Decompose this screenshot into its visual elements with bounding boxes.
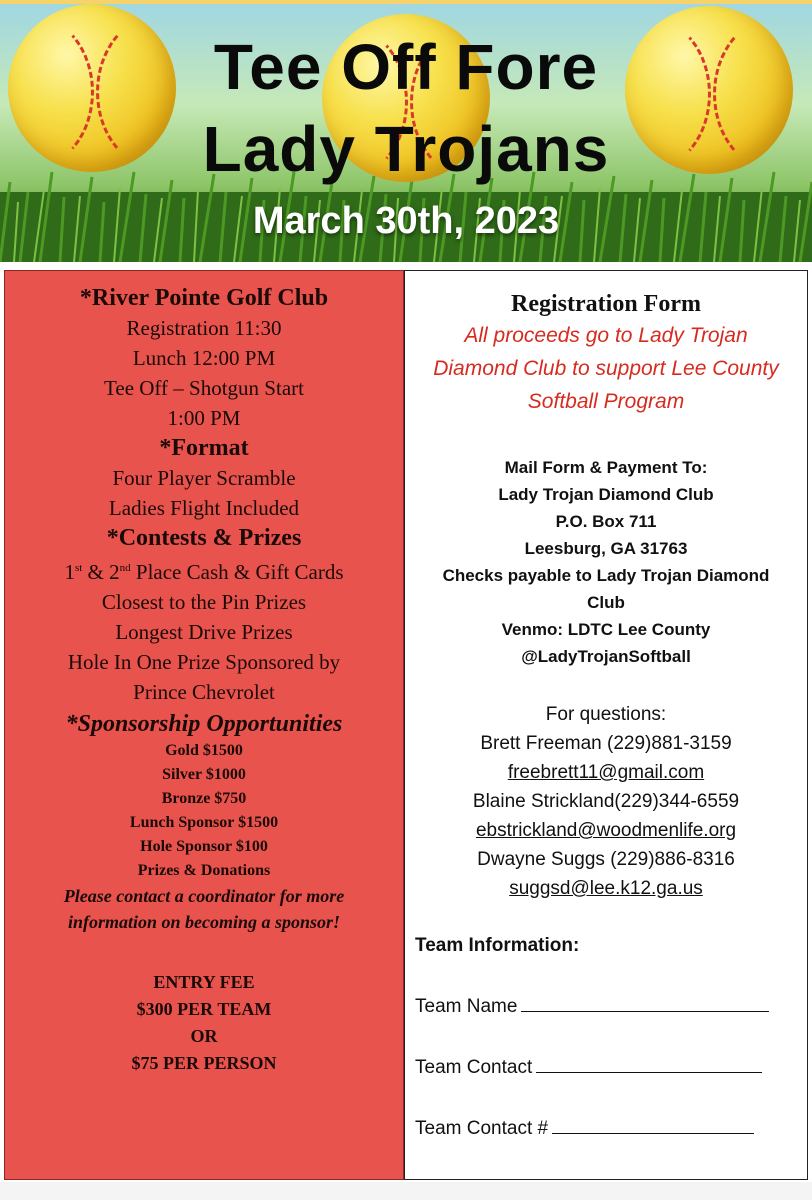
contact-name: Brett Freeman (229)881-3159	[480, 733, 732, 754]
contest-item-cash-prizes	[5, 553, 403, 587]
team-contact-number-label: Team Contact #	[415, 1118, 549, 1139]
title-line-1: Tee Off Fore	[213, 31, 599, 103]
sponsorship-level: Prizes & Donations	[137, 862, 271, 879]
sponsor-note: information on becoming a sponsor!	[67, 912, 341, 932]
contact-email-link[interactable]: ebstrickland@woodmenlife.org	[475, 820, 737, 841]
mail-line: Checks payable to Lady Trojan Diamond	[442, 566, 770, 585]
mail-line: Club	[587, 593, 625, 612]
venue-heading: *River Pointe Golf Club	[79, 285, 329, 311]
schedule-tee-off: Tee Off – Shotgun Start	[104, 376, 304, 400]
entry-fee-person: $75 PER PERSON	[131, 1053, 277, 1073]
team-contact-field[interactable]	[405, 1054, 807, 1079]
contest-item: Prince Chevrolet	[133, 680, 275, 704]
sponsorship-level: Lunch Sponsor $1500	[129, 814, 279, 831]
sponsor-note: Please contact a coordinator for more	[63, 886, 345, 906]
prize-first: 1	[64, 560, 75, 584]
questions-heading: For questions:	[545, 704, 667, 725]
team-name-label: Team Name	[415, 996, 518, 1017]
contest-item: Closest to the Pin Prizes	[101, 590, 307, 614]
team-contact-number-field[interactable]	[405, 1115, 807, 1140]
sponsorship-level: Silver $1000	[162, 766, 246, 783]
entry-fee-or: OR	[190, 1026, 218, 1046]
contests-heading: *Contests & Prizes	[106, 525, 302, 551]
prize-second-sup: nd	[119, 562, 131, 574]
prize-second: & 2	[82, 560, 120, 584]
team-contact-number-blank[interactable]	[552, 1115, 754, 1134]
schedule-tee-time: 1:00 PM	[167, 406, 241, 430]
contest-item: Hole In One Prize Sponsored by	[67, 650, 341, 674]
mail-line: Venmo: LDTC Lee County	[501, 620, 711, 639]
sponsorship-heading: *Sponsorship Opportunities	[65, 711, 343, 737]
event-details-panel	[4, 270, 404, 1180]
format-item: Ladies Flight Included	[108, 496, 300, 520]
title-line-2: Lady Trojans	[202, 113, 610, 185]
mail-line: Mail Form & Payment To:	[504, 458, 708, 477]
event-date: March 30th, 2023	[252, 200, 560, 242]
entry-fee-heading: ENTRY FEE	[153, 972, 255, 992]
team-info-heading: Team Information:	[415, 935, 580, 956]
schedule-registration: Registration 11:30	[126, 316, 282, 340]
schedule-lunch: Lunch 12:00 PM	[132, 346, 276, 370]
proceeds-note: All proceeds go to Lady Trojan Diamond Club to support Lee County Softball Program	[433, 324, 779, 413]
format-item: Four Player Scramble	[112, 466, 296, 490]
registration-form-panel	[404, 270, 808, 1180]
mail-line: Lady Trojan Diamond Club	[498, 485, 714, 504]
team-contact-label: Team Contact	[415, 1057, 533, 1078]
team-name-field[interactable]	[405, 993, 807, 1018]
contact-email-link[interactable]: suggsd@lee.k12.ga.us	[509, 878, 703, 899]
header-banner	[0, 0, 812, 262]
sponsorship-level: Gold $1500	[165, 742, 243, 759]
prize-rest: Place Cash & Gift Cards	[130, 560, 344, 584]
prize-first-sup: st	[74, 562, 83, 574]
team-contact-blank[interactable]	[536, 1054, 762, 1073]
sponsorship-level: Bronze $750	[161, 790, 247, 807]
contact-name: Blaine Strickland(229)344-6559	[472, 791, 740, 812]
sponsorship-level: Hole Sponsor $100	[140, 838, 268, 855]
team-name-blank[interactable]	[521, 993, 769, 1012]
registration-form-title: Registration Form	[511, 291, 701, 317]
contest-item: Longest Drive Prizes	[115, 620, 293, 644]
banner-top-border	[0, 0, 812, 4]
contact-email-link[interactable]: freebrett11@gmail.com	[507, 762, 705, 783]
contact-name: Dwayne Suggs (229)886-8316	[477, 849, 735, 870]
mail-line: @LadyTrojanSoftball	[521, 647, 691, 666]
format-heading: *Format	[159, 435, 249, 461]
entry-fee-team: $300 PER TEAM	[136, 999, 272, 1019]
bottom-margin	[0, 1182, 812, 1200]
mail-line: P.O. Box 711	[555, 512, 657, 531]
mail-line: Leesburg, GA 31763	[524, 539, 688, 558]
